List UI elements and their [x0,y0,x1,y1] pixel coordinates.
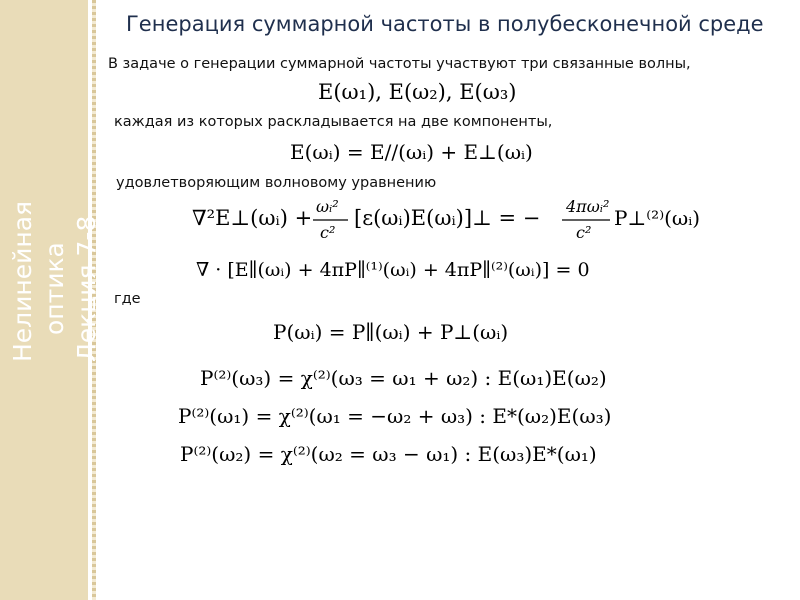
waves-equation: E(ω₁), E(ω₂), E(ω₃) [318,80,517,104]
wave-equation-frac2-den: c² [576,223,592,242]
wave-equation-lhs: ∇²E⊥(ωᵢ) + [192,206,313,230]
p3-equation: P⁽²⁾(ω₃) = χ⁽²⁾(ω₃ = ω₁ + ω₂) : E(ω₁)E(ω₂) [200,366,607,390]
wave-equation-bracket: [ε(ωᵢ)E(ωᵢ)]⊥ = − [354,206,541,230]
intro-text: В задаче о генерации суммарной частоты участвуют три связанные волны, [108,56,691,72]
wave-equation-svg [192,196,701,291]
wave-equation-block [192,196,701,291]
wave-equation-text: удовлетворяющим волновому уравнению [116,175,437,191]
wave-equation-frac1-den: c² [320,223,336,242]
p1-equation: P⁽²⁾(ω₁) = χ⁽²⁾(ω₁ = −ω₂ + ω₃) : E*(ω₂)E(ω₃) [178,404,612,428]
p2-equation: P⁽²⁾(ω₂) = χ⁽²⁾(ω₂ = ω₃ − ω₁) : E(ω₃)E*(ω₁) [180,442,597,466]
wave-equation-rhs: P⊥⁽²⁾(ωᵢ) [614,206,701,230]
sidebar-course-title-line2: оптика [40,242,69,335]
slide-title: Генерация суммарной частоты в полубесконечной среде [126,12,764,36]
sidebar-course-title-line1: Нелинейная [8,200,37,362]
sidebar-lecture-label: Лекция 7-8 [72,215,101,362]
wave-equation-frac1-num: ωᵢ² [316,197,339,216]
components-text: каждая из которых раскладывается на две компоненты, [114,114,553,130]
where-text: где [114,291,141,307]
divergence-equation: ∇ · [E∥(ωᵢ) + 4πP∥⁽¹⁾(ωᵢ) + 4πP∥⁽²⁾(ωᵢ)] = 0 [196,259,590,281]
decomposition-equation: E(ωᵢ) = E//(ωᵢ) + E⊥(ωᵢ) [290,140,533,164]
polarization-equation: P(ωᵢ) = P∥(ωᵢ) + P⊥(ωᵢ) [273,320,509,344]
wave-equation-frac2-num: 4πωᵢ² [566,197,610,216]
